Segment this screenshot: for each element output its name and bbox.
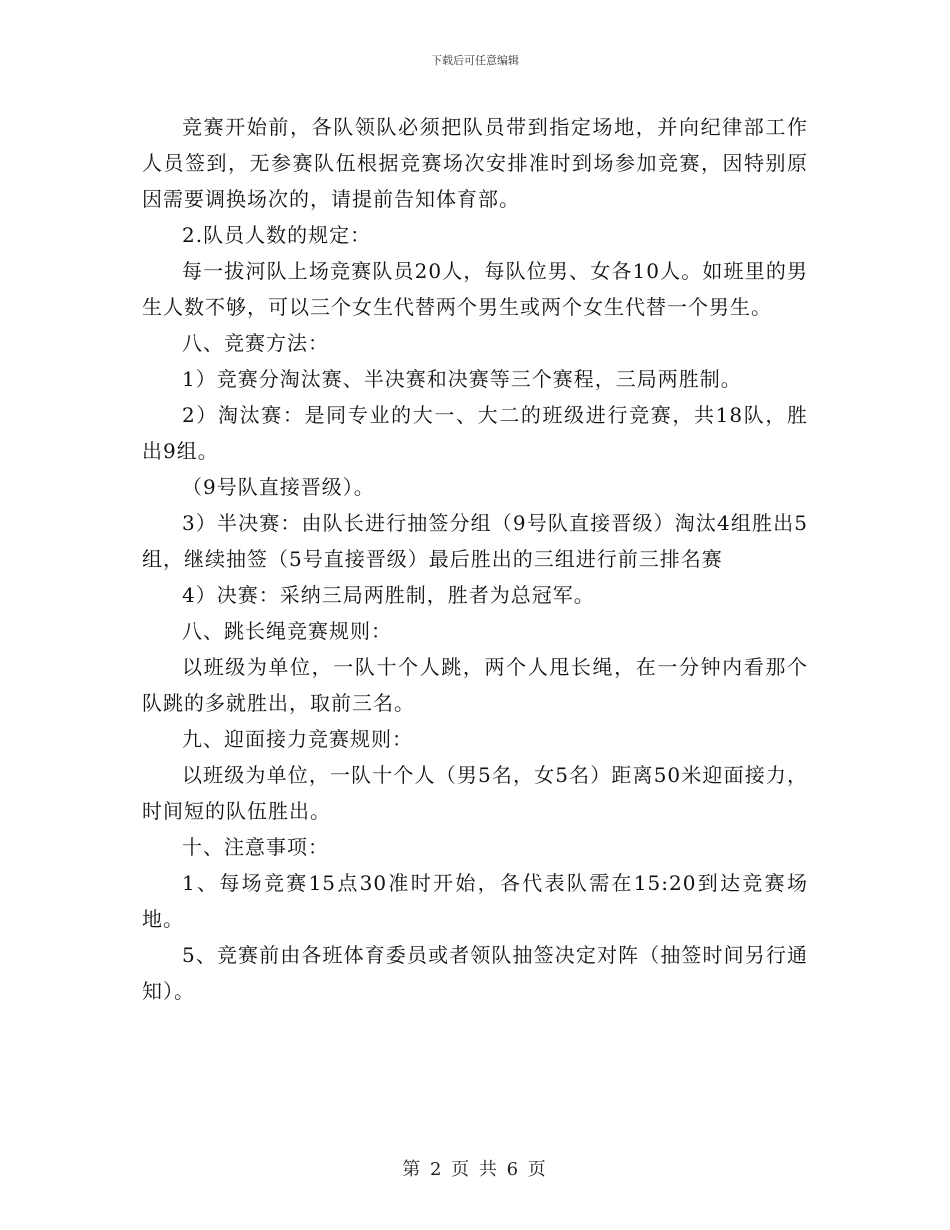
document-body bbox=[142, 109, 808, 1009]
paragraph-method-3: 3）半决赛：由队长进行抽签分组（9号队直接晋级）淘汰4组胜出5组，继续抽签（5号直接晋级）最后胜出的三组进行前三排名赛 bbox=[142, 511, 808, 571]
paragraph-method-1: 1）竞赛分淘汰赛、半决赛和决赛等三个赛程，三局两胜制。 bbox=[182, 367, 742, 391]
paragraph-method-2: 2）淘汰赛：是同专业的大一、大二的班级进行竞赛，共18队，胜出9组。 bbox=[142, 403, 808, 463]
paragraph-jump-rope: 以班级为单位，一队十个人跳，两个人甩长绳，在一分钟内看那个队跳的多就胜出，取前三名。 bbox=[142, 655, 808, 715]
paragraph-heading-team-size: 2.队员人数的规定： bbox=[182, 223, 372, 247]
paragraph-checkin: 竞赛开始前，各队领队必须把队员带到指定场地，并向纪律部工作人员签到，无参赛队伍根据竞赛场次安排准时到场参加竞赛，因特别原因需要调换场次的，请提前告知体育部。 bbox=[142, 115, 808, 211]
paragraph-heading-method: 八、竞赛方法： bbox=[182, 331, 329, 355]
paragraph-method-4: 4）决赛：采纳三局两胜制，胜者为总冠军。 bbox=[182, 583, 595, 607]
paragraph-heading-jump-rope: 八、跳长绳竞赛规则： bbox=[182, 619, 392, 643]
page-header: 下载后可任意编辑 bbox=[431, 54, 519, 67]
paragraph-heading-relay: 九、迎面接力竞赛规则： bbox=[182, 727, 413, 751]
paragraph-relay: 以班级为单位，一队十个人（男5名，女5名）距离50米迎面接力，时间短的队伍胜出。 bbox=[142, 763, 808, 823]
paragraph-method-2-note: （9号队直接晋级）。 bbox=[182, 475, 375, 499]
paragraph-note-5: 5、竞赛前由各班体育委员或者领队抽签决定对阵（抽签时间另行通知）。 bbox=[142, 943, 808, 1003]
paragraph-team-size: 每一拔河队上场竞赛队员20人，每队位男、女各10人。如班里的男生人数不够，可以三个女生代替两个男生或两个女生代替一个男生。 bbox=[142, 259, 808, 319]
paragraph-note-1: 1、每场竞赛15点30准时开始，各代表队需在15:20到达竞赛场地。 bbox=[142, 871, 808, 931]
page-number: 第 2 页 共 6 页 bbox=[402, 1159, 548, 1180]
paragraph-heading-notes: 十、注意事项： bbox=[182, 835, 329, 859]
